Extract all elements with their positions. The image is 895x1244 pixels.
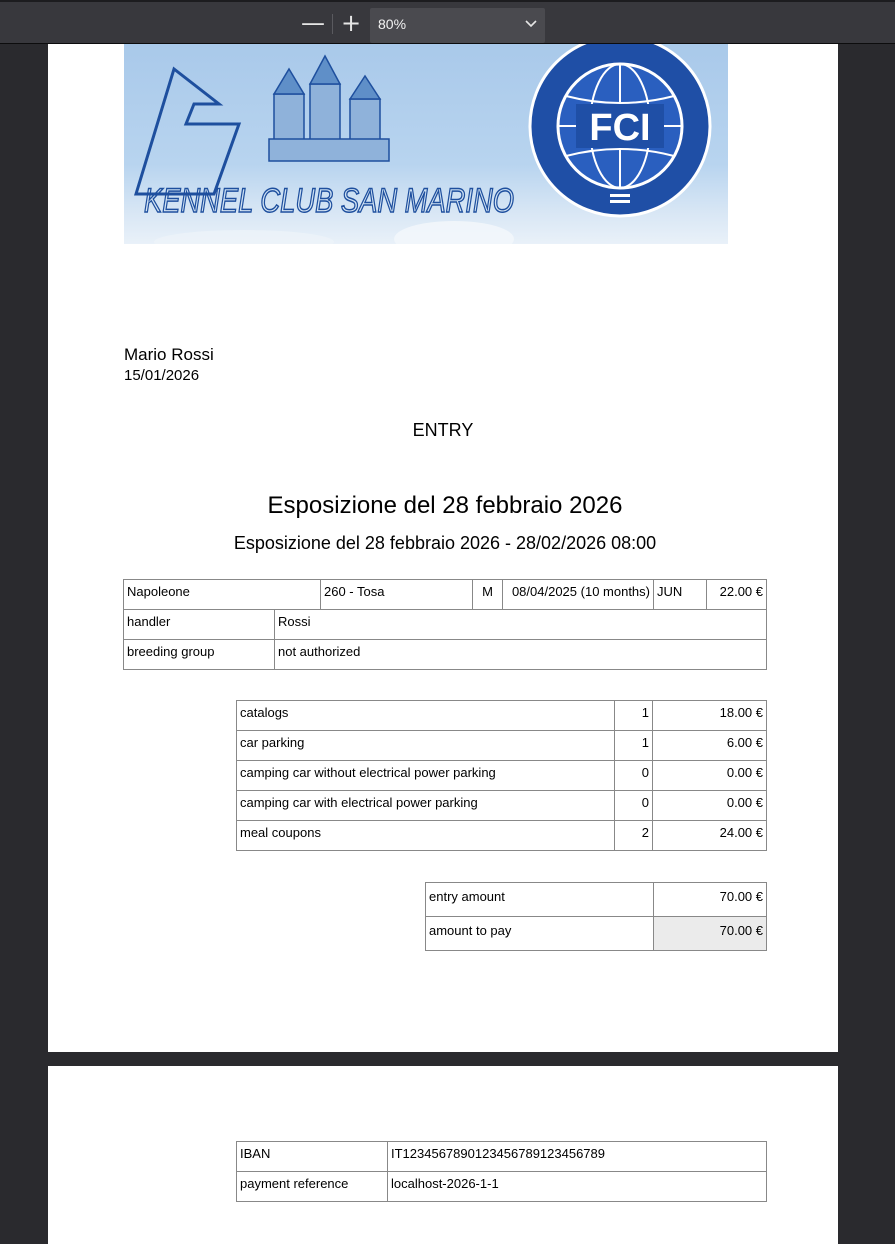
extra-qty: 1 <box>615 731 653 761</box>
extra-qty: 2 <box>615 821 653 851</box>
pdf-page-2 <box>48 1066 838 1244</box>
amount-to-pay-label: amount to pay <box>426 917 654 951</box>
table-row <box>124 640 767 670</box>
extra-amount: 0.00 € <box>653 761 767 791</box>
fci-text: FCI <box>589 107 651 149</box>
pdf-page-1 <box>48 44 838 1052</box>
recipient-name: Mario Rossi <box>124 345 214 364</box>
extra-label: camping car with electrical power parking <box>237 791 615 821</box>
page-subtitle: Esposizione del 28 febbraio 2026 - 28/02/2026 08:00 <box>233 533 657 553</box>
breeding-group-label: breeding group <box>124 640 275 670</box>
zoom-out-button[interactable] <box>298 9 328 39</box>
totals-table <box>425 882 767 951</box>
iban-value: IT12345678901234567891234567​89 <box>388 1142 767 1172</box>
kennel-club-logo-banner <box>124 44 728 244</box>
table-row <box>237 1142 767 1172</box>
extra-amount: 24.00 € <box>653 821 767 851</box>
dog-name: Napoleone <box>124 580 321 610</box>
iban-label: IBAN <box>237 1142 388 1172</box>
table-row <box>426 883 767 917</box>
extra-label: car parking <box>237 731 615 761</box>
extra-amount: 6.00 € <box>653 731 767 761</box>
zoom-value: 80% <box>378 16 407 32</box>
extra-qty: 0 <box>615 761 653 791</box>
dog-entry-table <box>123 579 767 670</box>
extra-amount: 0.00 € <box>653 791 767 821</box>
payment-reference-label: payment reference <box>237 1172 388 1202</box>
extra-label: catalogs <box>237 701 615 731</box>
pdf-toolbar <box>0 0 895 44</box>
zoom-select[interactable] <box>370 8 545 43</box>
document-label: ENTRY <box>412 420 474 440</box>
handler-value: Rossi <box>275 610 767 640</box>
kennel-club-logo <box>124 44 728 244</box>
table-row <box>426 917 767 951</box>
extra-label: camping car without electrical power parking <box>237 761 615 791</box>
breeding-group-value: not authorized <box>275 640 767 670</box>
plus-icon: + <box>340 9 362 37</box>
extra-amount: 18.00 € <box>653 701 767 731</box>
table-row <box>237 1172 767 1202</box>
toolbar-separator <box>332 14 333 34</box>
table-row <box>237 821 767 851</box>
payment-table <box>236 1141 767 1202</box>
table-row <box>237 701 767 731</box>
extras-table <box>236 700 767 851</box>
amount-to-pay-value: 70.00 € <box>654 917 767 951</box>
table-row <box>124 610 767 640</box>
entry-amount-value: 70.00 € <box>654 883 767 917</box>
dog-birth-date: 08/04/2025 (10 months) <box>503 580 654 610</box>
entry-amount-label: entry amount <box>426 883 654 917</box>
extra-qty: 1 <box>615 701 653 731</box>
table-row <box>237 791 767 821</box>
document-date: 15/01/2026 <box>124 367 200 384</box>
dog-class: JUN <box>654 580 707 610</box>
extra-label: meal coupons <box>237 821 615 851</box>
handler-label: handler <box>124 610 275 640</box>
zoom-in-button[interactable] <box>336 9 366 39</box>
page-title: Esposizione del 28 febbraio 2026 <box>267 492 623 519</box>
club-name-text: KENNEL CLUB SAN MARINO <box>144 182 514 220</box>
extra-qty: 0 <box>615 791 653 821</box>
dog-fee: 22.00 € <box>707 580 767 610</box>
payment-reference-value: localhost-2026-1-1 <box>388 1172 767 1202</box>
dog-sex: M <box>473 580 503 610</box>
minus-icon: — <box>301 9 325 37</box>
table-row <box>124 580 767 610</box>
table-row <box>237 761 767 791</box>
dog-breed: 260 - Tosa <box>321 580 473 610</box>
table-row <box>237 731 767 761</box>
